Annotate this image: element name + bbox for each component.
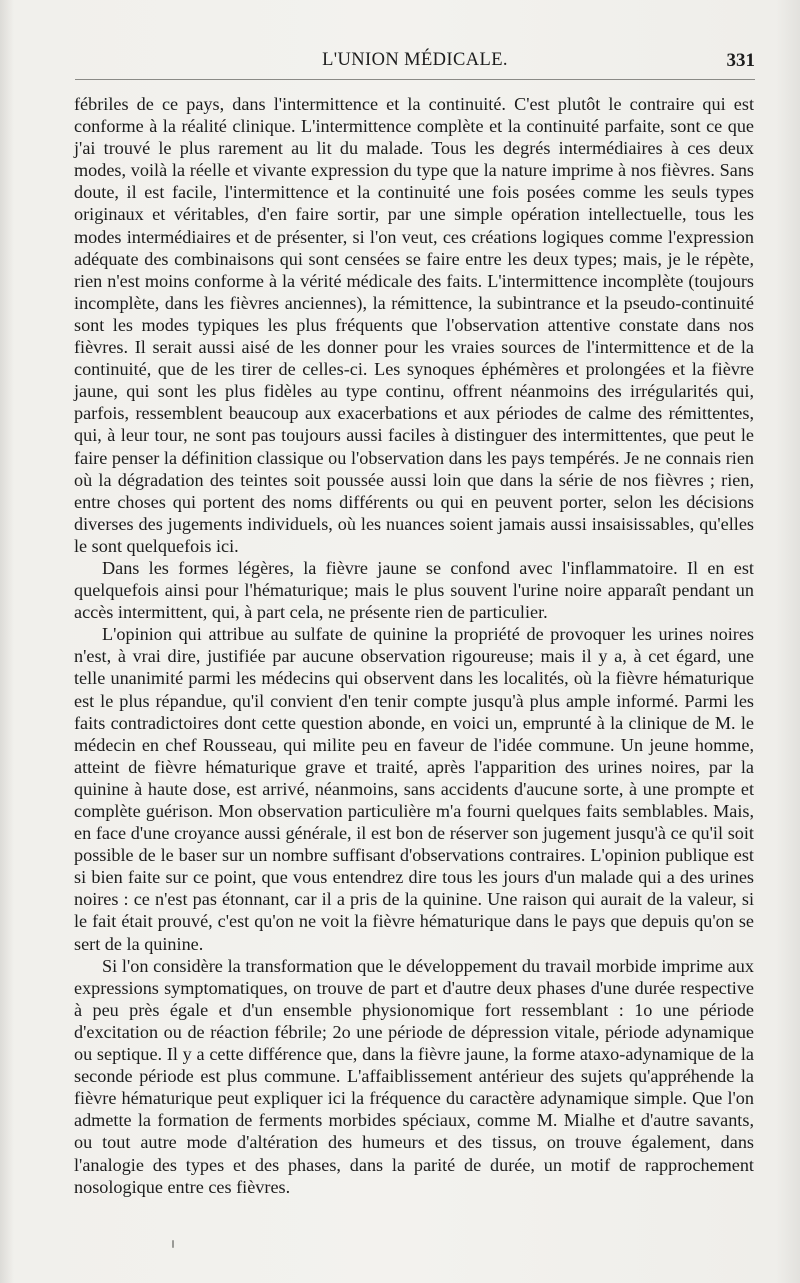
body-text	[74, 93, 754, 1198]
journal-title: L'UNION MÉDICALE.	[322, 50, 508, 70]
running-header	[75, 46, 755, 76]
paragraph-4: Si l'on considère la transformation que le développement du travail morbide imprime aux expressions symptomatiques, on trouve de part et d'autre deux phases d'une durée respective à peu près égale et d'un ensemble physionomique fort ressemblant : 1o une période d'excitation ou de réaction fébrile; 2o une période de dépression vitale, période adynamique ou septique. Il y a cette différence que, dans la fièvre jaune, la forme ataxo-adynamique de la seconde période est plus commune. L'affaiblissement antérieur des sujets qu'appréhende la fièvre hématurique peut expliquer ici la fréquence du caractère adynamique simple. Que l'on admette la formation de ferments morbides spéciaux, comme M. Mialhe et d'autre savants, ou tout autre mode d'altération des humeurs et des tissus, on trouve également, dans l'analogie des types et des phases, dans la parité de durée, un motif de rapprochement nosologique entre ces fièvres.	[74, 955, 754, 1197]
print-speck	[172, 1240, 174, 1248]
paragraph-3: L'opinion qui attribue au sulfate de quinine la propriété de provoquer les urines noires n'est, à vrai dire, justifiée par aucune observation rigoureuse; mais il y a, à cet égard, une telle unanimité parmi les médecins qui observent dans les localités, où la fièvre hématurique est le plus répandue, qu'il convient d'en tenir compte jusqu'à plus ample informé. Parmi les faits contradictoires dont cette question abonde, en voici un, emprunté à la clinique de M. le médecin en chef Rousseau, qui milite peu en faveur de l'idée commune. Un jeune homme, atteint de fièvre hématurique grave et traité, après l'apparition des urines noires, par la quinine à haute dose, est arrivé, néanmoins, sans accidents d'aucune sorte, à une prompte et complète guérison. Mon observation particulière m'a fourni quelques faits semblables. Mais, en face d'une croyance aussi générale, il est bon de réserver son jugement jusqu'à ce qu'il soit possible de le baser sur un nombre suffisant d'observations contraires. L'opinion publique est si bien faite sur ce point, que vous entendrez dire tous les jours d'un malade qui a des urines noires : ce n'est pas étonnant, car il a pris de la quinine. Une raison qui aurait de la valeur, si le fait était prouvé, c'est qu'on ne voit la fièvre hématurique dans le pays que depuis qu'on se sert de la quinine.	[74, 624, 754, 954]
paragraph-1: fébriles de ce pays, dans l'intermittence et la continuité. C'est plutôt le contraire qui est conforme à la réalité clinique. L'intermittence complète et la continuité parfaite, sont ce que j'ai trouvé le plus rarement au lit du malade. Tous les degrés intermédiaires à ces deux modes, voilà la réelle et vivante expression du type que la nature imprime à nos fièvres. Sans doute, il est facile, l'intermittence et la continuité une fois posées comme les seuls types originaux et véritables, d'en faire sortir, par une simple opération intellectuelle, tous les modes intermédiaires et de présenter, si l'on veut, ces créations logiques comme l'expression adéquate des combinaisons qui sont censées se faire entre les deux types; mais, je le répète, rien n'est moins conforme à la vérité médicale des faits. L'intermittence incomplète (toujours incomplète, dans les fièvres anciennes), la rémittence, la subintrance et la pseudo-continuité sont les modes typiques les plus fréquents que l'observation attentive constate dans nos fièvres. Il serait aussi aisé de les donner pour les vraies sources de l'intermittence et de la continuité, que de les tirer de celles-ci. Les synoques éphémères et prolongées et la fièvre jaune, qui sont les plus fidèles au type continu, offrent néanmoins des irrégularités qui, parfois, ressemblent beaucoup aux exacerbations et aux périodes de calme des rémittentes, qui, à leur tour, ne sont pas toujours aussi faciles à distinguer des intermittentes, que peut le faire penser la définition classique ou l'observation dans les pays tempérés. Je ne connais rien où la dégradation des teintes soit poussée aussi loin que dans la série de nos fièvres ; rien, entre choses qui portent des noms différents ou qui en peuvent porter, selon les décisions diverses des jugements individuels, où les nuances soient jamais aussi insaisissables, qu'elles le sont quelquefois ici.	[74, 94, 754, 556]
header-rule	[75, 79, 755, 80]
page-number: 331	[726, 50, 755, 71]
paragraph-2: Dans les formes légères, la fièvre jaune se confond avec l'inflammatoire. Il en est quelquefois ainsi pour l'hématurique; mais le plus souvent l'urine noire apparaît pendant un accès intermittent, qui, à part cela, ne présente rien de particulier.	[74, 557, 754, 623]
